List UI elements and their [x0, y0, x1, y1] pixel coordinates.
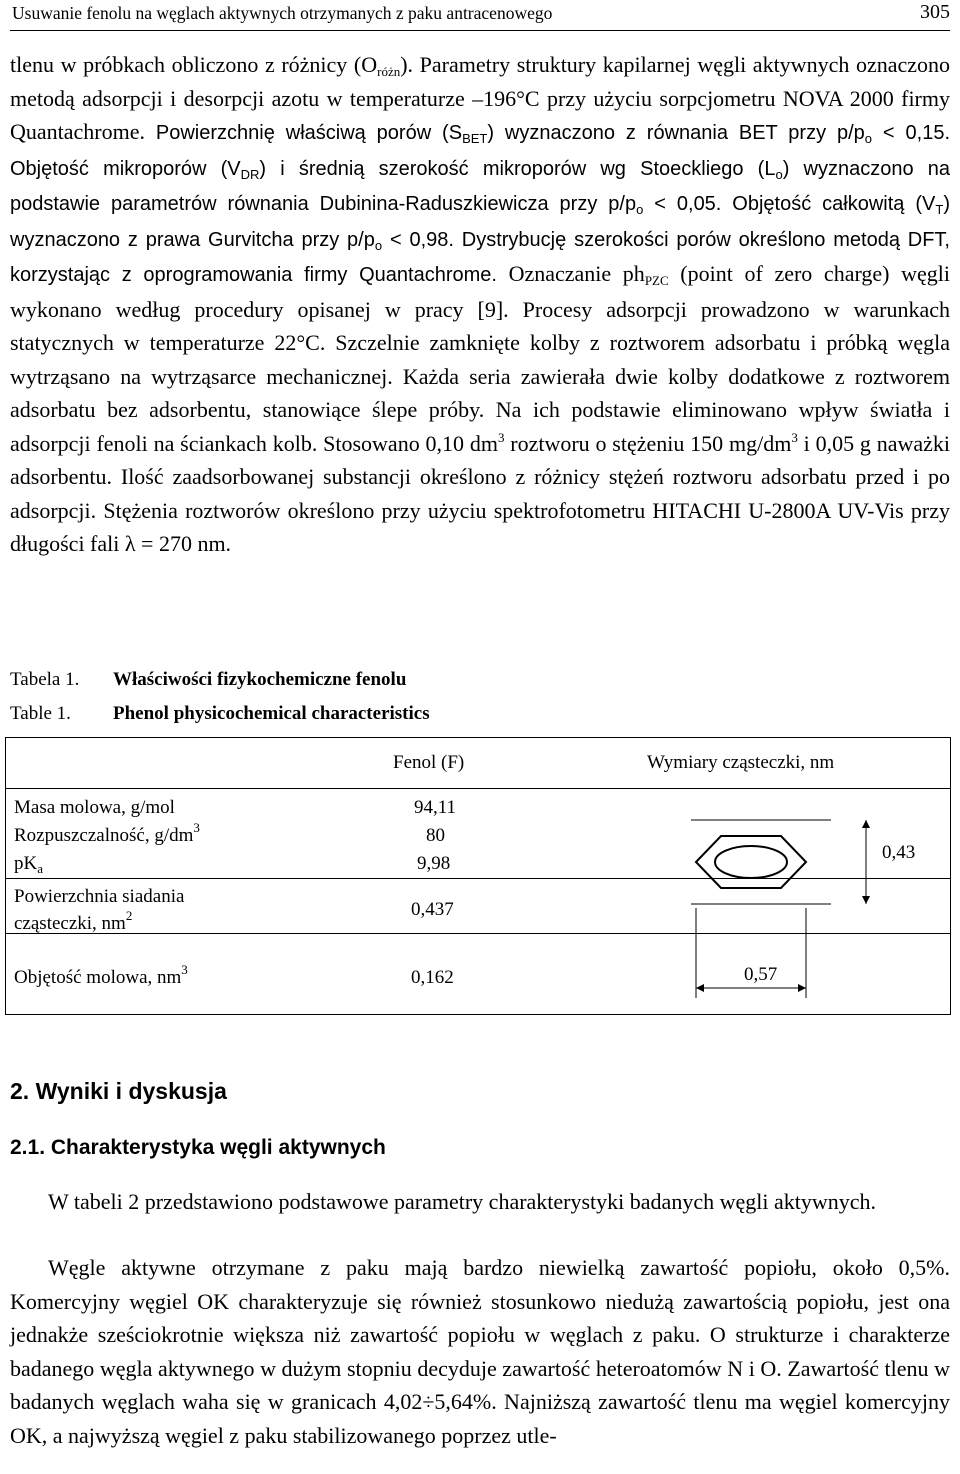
column-header-dimensions: Wymiary cząsteczki, nm	[647, 752, 835, 773]
phenol-molecule-diagram	[626, 808, 946, 1008]
dimension-width-label: 0,57	[744, 964, 778, 985]
row-label-molar-volume: Objętość molowa, $nm^3$	[14, 962, 188, 988]
column-header-fenol: Fenol (F)	[393, 752, 465, 773]
paragraph-methods: tlenu w próbkach obliczono z różnicy $(O_{różn})$. Parametry struktury kapilarnej węgli aktywnych oznaczono metodą adsorpcji i desorpcji azotu w temperaturze –196°C przy użyciu sorpcjometru NOVA 2000 firmy Quantachrome. Powierzchnię właściwą porów $(S_{BET})$ wyznaczono z równania BET przy $p/p_o < 0,15$. Objętość mikroporów $(V_{DR})$ i średnią szerokość mikroporów wg Stoeckliego $(L_o)$ wyznaczono na podstawie parametrów równania Dubinina-Raduszkiewicza przy $p/p_o < 0,05$. Objętość całkowitą $(V_T)$ wyznaczono z prawa Gurvitcha przy $p/p_o < 0,98$. Dystrybucję szerokości porów określono metodą DFT, korzystając z oprogramowania firmy Quantachrome. Oznaczanie $ph_{PZC}$ (point of zero charge) węgli wykonano według procedury opisanej w pracy [9]. Procesy adsorpcji prowadzono w warunkach statycznych w temperaturze 22°C. Szczelnie zamknięte kolby z roztworem adsorbatu i próbką węgla wytrząsano na wytrząsarce mechanicznej. Każda seria zawierała dwie kolby dodatkowe z roztworem adsorbatu bez adsorbentu, stanowiące ślepe próby. Na ich podstawie eliminowano wpływ światła i adsorpcji fenoli na ściankach kolb. Stosowano 0,10 $dm^3$ roztworu o stężeniu 150 $mg/dm^3$ i 0,05 g naważki adsorbentu. Ilość zaadsorbowanej substancji określono z różnicy stężeń roztworu adsorbatu przed i po adsorpcji. Stężenia roztworów określono przy użyciu spektrofotometru HITACHI U-2800A UV-Vis przy długości fali λ = 270 nm.	[10, 52, 951, 556]
table-caption-pl	[10, 669, 406, 691]
table-caption-en	[10, 703, 430, 725]
table-title-pl: Właściwości fizykochemiczne fenolu	[113, 669, 407, 690]
running-title: Usuwanie fenolu na węglach aktywnych otrzymanych z paku antracenowego	[12, 3, 553, 23]
row-label-molar-mass: Masa molowa, g/mol	[14, 797, 175, 818]
row-value-solubility: 80	[426, 825, 445, 846]
dimension-height-label: 0,43	[882, 842, 916, 863]
row-label-surface-line1: Powierzchnia siadania	[14, 886, 185, 907]
row-label-pka: $pK_a$	[14, 853, 44, 876]
row-value-surface: 0,437	[411, 899, 454, 920]
phenol-properties-table	[5, 737, 951, 1015]
row-label-solubility: Rozpuszczalność, $g/dm^3$	[14, 820, 200, 846]
arrow-up	[862, 820, 870, 828]
paragraph-table2-intro: W tabeli 2 przedstawiono podstawowe parametry charakterystyki badanych węgli aktywnych.	[48, 1189, 876, 1214]
table-header-rule	[6, 788, 950, 789]
table-title-en: Phenol physicochemical characteristics	[113, 703, 430, 724]
row-value-pka: 9,98	[417, 853, 451, 874]
running-header	[10, 0, 950, 31]
arrow-right	[798, 984, 806, 992]
row-label-surface-line2: cząsteczki, $nm^2$	[14, 908, 133, 934]
page-number: 305	[920, 1, 950, 23]
row-value-molar-volume: 0,162	[411, 967, 454, 988]
arrow-down	[862, 896, 870, 904]
arrow-left	[696, 984, 704, 992]
table-label-pl: Tabela 1.	[10, 669, 80, 690]
paragraph-ash-content: Węgle aktywne otrzymane z paku mają bardzo niewielką zawartość popiołu, około 0,5%. Komercyjny węgiel OK charakteryzuje się również stosunkowo niedużą zawartością popiołu, jest ona jednakże sześciokrotnie większa niż zawartość popiołu w węglach z paku. O strukturze i charakterze badanego węgla aktywnego w dużym stopniu decyduje zawartość heteroatomów N i O. Zawartość tlenu w badanych węglach waha się w granicach 4,02÷5,64%. Najniższą zawartość tlenu ma węgiel komercyjny OK, a najwyższą węgiel z paku stabilizowanego poprzez utle-	[10, 1255, 950, 1448]
aromatic-circle	[715, 846, 787, 878]
subsection-heading: 2.1. Charakterystyka węgli aktywnych	[10, 1136, 386, 1159]
table-label-en: Table 1.	[10, 703, 71, 724]
section-heading: 2. Wyniki i dyskusja	[10, 1078, 227, 1104]
row-value-molar-mass: 94,11	[414, 797, 457, 818]
benzene-ring	[696, 836, 806, 888]
